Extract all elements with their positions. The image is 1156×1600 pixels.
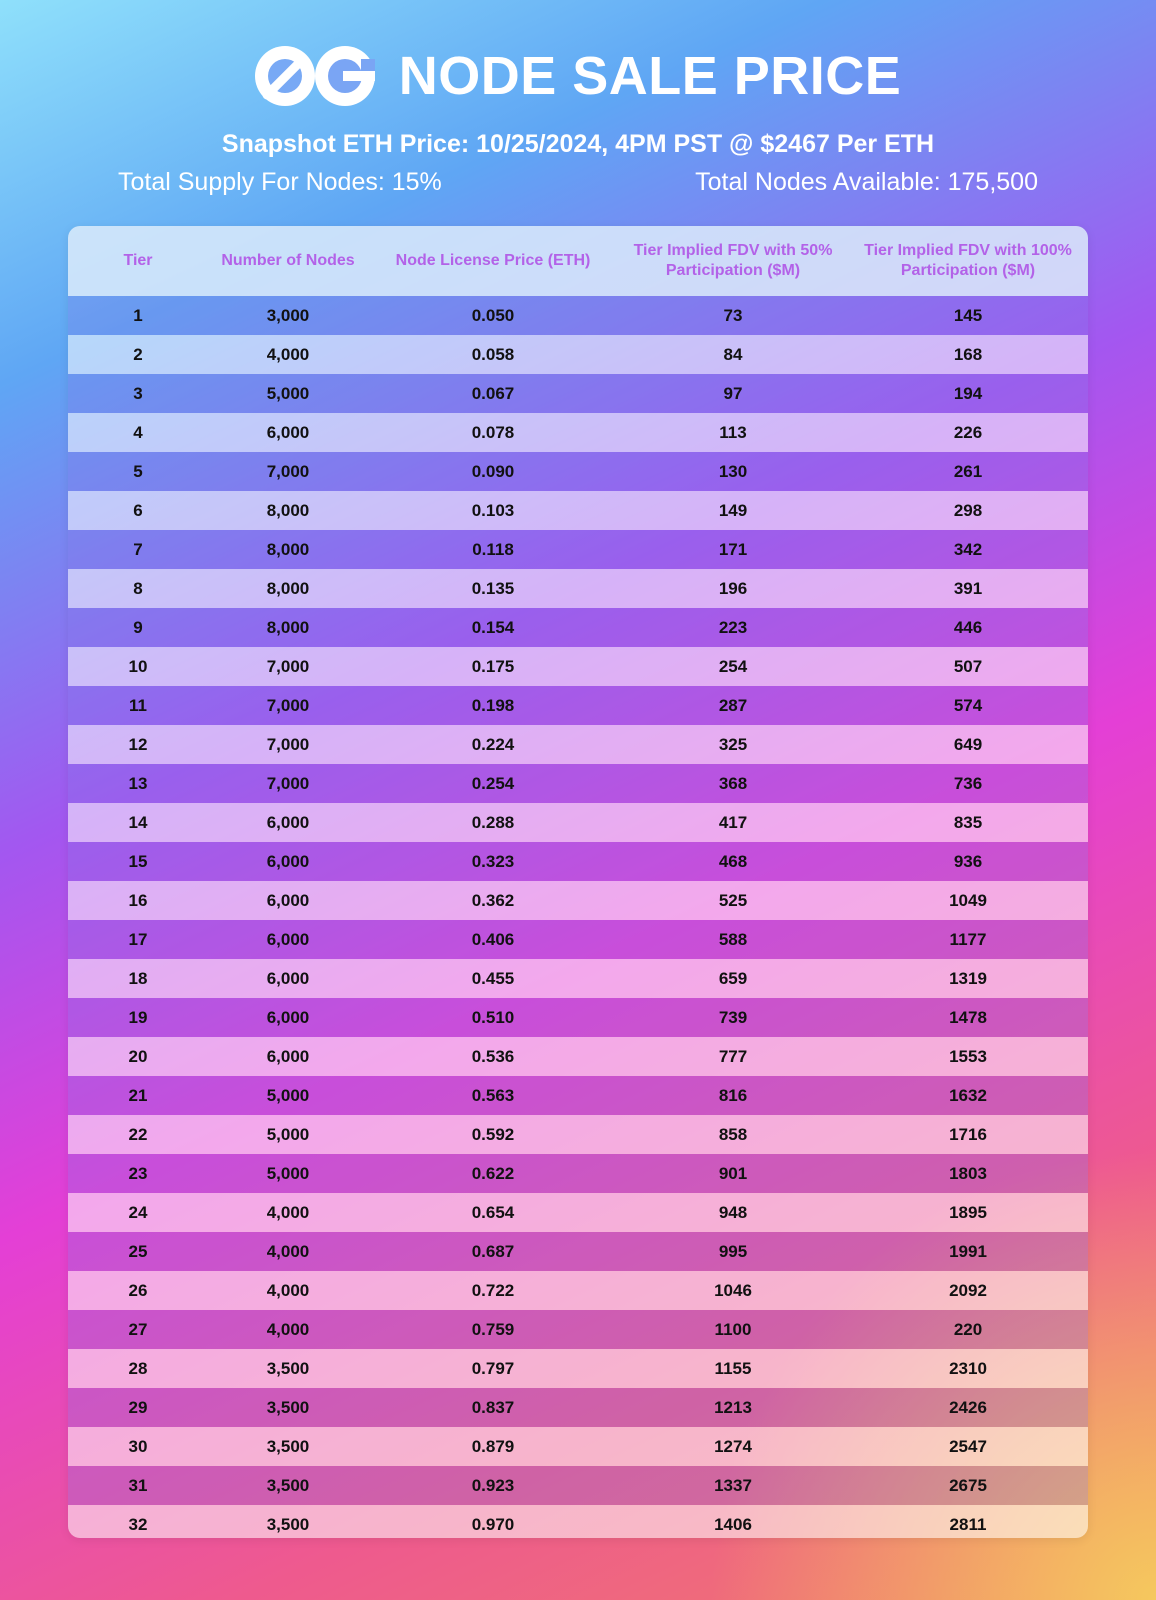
fdv-50-cell: 1046	[714, 1280, 752, 1300]
fdv-100-cell: 1803	[949, 1163, 987, 1183]
nodes-cell: 6,000	[266, 851, 310, 871]
fdv-100-cell: 2675	[949, 1475, 987, 1495]
nodes-cell: 5,000	[266, 383, 310, 403]
table-row	[68, 764, 1088, 803]
price-cell: 0.323	[471, 851, 515, 871]
nodes-cell: 4,000	[266, 1280, 310, 1300]
table-row	[68, 920, 1088, 959]
price-cell: 0.455	[471, 968, 515, 988]
price-cell: 0.362	[471, 890, 515, 910]
tier-cell: 4	[133, 422, 143, 442]
fdv-50-cell: 171	[718, 539, 748, 559]
nodes-cell: 8,000	[266, 500, 310, 520]
tier-cell: 26	[128, 1280, 148, 1300]
nodes-cell: 5,000	[266, 1085, 310, 1105]
fdv-100-cell: 2310	[949, 1358, 987, 1378]
fdv-100-cell: 1632	[949, 1085, 987, 1105]
price-cell: 0.759	[471, 1319, 515, 1339]
tier-cell: 3	[133, 383, 143, 403]
fdv-100-cell: 2811	[949, 1514, 987, 1534]
nodes-cell: 3,500	[266, 1436, 310, 1456]
price-cell: 0.050	[471, 305, 515, 325]
price-cell: 0.078	[471, 422, 515, 442]
fdv-50-cell: 417	[718, 812, 748, 832]
0g-logo	[255, 45, 375, 107]
price-cell: 0.135	[471, 578, 515, 598]
tier-cell: 15	[128, 851, 148, 871]
tier-cell: 8	[133, 578, 143, 598]
price-cell: 0.224	[471, 734, 515, 754]
nodes-cell: 3,500	[266, 1397, 310, 1417]
header-license-price: Node License Price (ETH)	[395, 252, 591, 269]
tier-cell: 31	[128, 1475, 148, 1495]
fdv-100-cell: 649	[953, 734, 983, 754]
table-row	[68, 1349, 1088, 1388]
price-cell: 0.406	[471, 929, 515, 949]
fdv-100-cell: 1049	[949, 890, 987, 910]
fdv-50-cell: 1100	[714, 1319, 752, 1339]
tier-cell: 23	[128, 1163, 148, 1183]
nodes-cell: 5,000	[266, 1124, 310, 1144]
nodes-cell: 3,500	[266, 1358, 310, 1378]
tier-cell: 7	[133, 539, 143, 559]
nodes-cell: 8,000	[266, 539, 310, 559]
tier-cell: 16	[128, 890, 148, 910]
tier-cell: 29	[128, 1397, 148, 1417]
tier-cell: 10	[128, 656, 148, 676]
fdv-50-cell: 368	[718, 773, 748, 793]
price-table	[68, 226, 1088, 1538]
table-row	[68, 998, 1088, 1037]
table-row	[68, 491, 1088, 530]
price-cell: 0.536	[471, 1046, 515, 1066]
fdv-50-cell: 1337	[714, 1475, 752, 1495]
nodes-cell: 6,000	[266, 929, 310, 949]
table-row	[68, 1232, 1088, 1271]
table-row	[68, 1154, 1088, 1193]
fdv-50-cell: 901	[718, 1163, 748, 1183]
fdv-100-cell: 1177	[949, 929, 987, 949]
tier-cell: 13	[128, 773, 148, 793]
fdv-50-cell: 816	[718, 1085, 748, 1105]
table-row	[68, 842, 1088, 881]
price-cell: 0.118	[472, 539, 514, 559]
fdv-50-cell: 1406	[714, 1514, 752, 1534]
fdv-100-cell: 736	[953, 773, 983, 793]
table-row	[68, 1193, 1088, 1232]
nodes-cell: 6,000	[266, 1046, 310, 1066]
tier-cell: 21	[128, 1085, 148, 1105]
table-row	[68, 686, 1088, 725]
fdv-100-cell: 298	[953, 500, 983, 520]
fdv-100-cell: 168	[953, 344, 983, 364]
table-row	[68, 725, 1088, 764]
nodes-cell: 4,000	[266, 1241, 310, 1261]
fdv-50-cell: 858	[718, 1124, 748, 1144]
total-nodes-text: Total Nodes Available: 175,500	[695, 168, 1038, 196]
nodes-cell: 3,500	[266, 1514, 310, 1534]
nodes-cell: 5,000	[266, 1163, 310, 1183]
table-row	[68, 803, 1088, 842]
price-cell: 0.622	[471, 1163, 515, 1183]
fdv-50-cell: 1155	[714, 1358, 752, 1378]
fdv-100-cell: 936	[953, 851, 983, 871]
fdv-100-cell: 1319	[949, 968, 987, 988]
tier-cell: 20	[128, 1046, 148, 1066]
table-row	[68, 1115, 1088, 1154]
fdv-50-cell: 196	[718, 578, 748, 598]
tier-cell: 18	[128, 968, 148, 988]
fdv-100-cell: 835	[953, 812, 983, 832]
table-row	[68, 647, 1088, 686]
fdv-50-cell: 777	[718, 1046, 748, 1066]
fdv-50-cell: 659	[718, 968, 748, 988]
nodes-cell: 4,000	[266, 1319, 310, 1339]
price-cell: 0.510	[471, 1007, 515, 1027]
header-fdv-50: Tier Implied FDV with 50% Participation ($M)	[633, 242, 833, 279]
fdv-50-cell: 468	[718, 851, 748, 871]
price-cell: 0.837	[471, 1397, 515, 1417]
nodes-cell: 8,000	[266, 578, 310, 598]
price-cell: 0.288	[471, 812, 515, 832]
fdv-50-cell: 254	[718, 656, 748, 676]
fdv-100-cell: 194	[953, 383, 983, 403]
price-cell: 0.592	[471, 1124, 515, 1144]
fdv-50-cell: 287	[718, 695, 748, 715]
price-cell: 0.254	[471, 773, 515, 793]
nodes-cell: 7,000	[266, 656, 310, 676]
page-title: NODE SALE PRICE	[398, 46, 902, 106]
price-cell: 0.067	[471, 383, 515, 403]
table-row	[68, 1505, 1088, 1538]
table-row	[68, 608, 1088, 647]
tier-cell: 19	[128, 1007, 148, 1027]
nodes-cell: 3,000	[266, 305, 310, 325]
tier-cell: 24	[128, 1202, 148, 1222]
header	[0, 40, 1156, 159]
tier-cell: 25	[128, 1241, 148, 1261]
table-header-row	[68, 226, 1088, 296]
fdv-100-cell: 2092	[949, 1280, 987, 1300]
tier-cell: 17	[128, 929, 148, 949]
table-row	[68, 1388, 1088, 1427]
tier-cell: 12	[128, 734, 148, 754]
fdv-100-cell: 342	[953, 539, 983, 559]
tier-cell: 22	[128, 1124, 148, 1144]
nodes-cell: 7,000	[266, 734, 310, 754]
table-row	[68, 296, 1088, 335]
table-row	[68, 335, 1088, 374]
price-cell: 0.058	[471, 344, 515, 364]
nodes-cell: 4,000	[266, 344, 310, 364]
fdv-50-cell: 588	[718, 929, 748, 949]
header-fdv-100: Tier Implied FDV with 100% Participation ($M)	[864, 242, 1072, 279]
nodes-cell: 6,000	[266, 1007, 310, 1027]
price-cell: 0.563	[471, 1085, 515, 1105]
nodes-cell: 6,000	[266, 968, 310, 988]
fdv-50-cell: 73	[723, 305, 743, 325]
nodes-cell: 7,000	[266, 773, 310, 793]
tier-cell: 5	[133, 461, 143, 481]
header-tier: Tier	[123, 252, 153, 269]
table-row	[68, 1271, 1088, 1310]
tier-cell: 6	[133, 500, 143, 520]
fdv-100-cell: 2426	[949, 1397, 987, 1417]
fdv-50-cell: 84	[723, 344, 743, 364]
fdv-100-cell: 1991	[949, 1241, 987, 1261]
price-cell: 0.175	[471, 656, 515, 676]
price-cell: 0.879	[471, 1436, 515, 1456]
table-body	[68, 296, 1088, 1538]
price-cell: 0.654	[471, 1202, 515, 1222]
fdv-100-cell: 574	[953, 695, 983, 715]
table-row	[68, 1466, 1088, 1505]
fdv-100-cell: 226	[953, 422, 983, 442]
price-cell: 0.687	[471, 1241, 515, 1261]
fdv-50-cell: 739	[718, 1007, 748, 1027]
nodes-cell: 7,000	[266, 461, 310, 481]
table-row	[68, 1076, 1088, 1115]
snapshot-subtitle: Snapshot ETH Price: 10/25/2024, 4PM PST @ $2467 Per ETH	[221, 130, 935, 158]
price-cell: 0.970	[471, 1514, 515, 1534]
fdv-100-cell: 2547	[949, 1436, 987, 1456]
fdv-50-cell: 1274	[714, 1436, 752, 1456]
tier-cell: 9	[133, 617, 143, 637]
fdv-50-cell: 113	[719, 422, 747, 442]
fdv-50-cell: 948	[718, 1202, 748, 1222]
fdv-100-cell: 1716	[949, 1124, 987, 1144]
table-row	[68, 569, 1088, 608]
header-number-of-nodes: Number of Nodes	[221, 252, 355, 269]
price-table-container	[68, 226, 1088, 1538]
nodes-cell: 6,000	[266, 422, 310, 442]
fdv-100-cell: 145	[953, 305, 983, 325]
nodes-cell: 6,000	[266, 890, 310, 910]
tier-cell: 27	[128, 1319, 148, 1339]
table-row	[68, 374, 1088, 413]
fdv-100-cell: 1478	[949, 1007, 987, 1027]
table-row	[68, 1427, 1088, 1466]
table-row	[68, 452, 1088, 491]
tier-cell: 14	[128, 812, 148, 832]
meta-row	[0, 168, 1156, 204]
tier-cell: 11	[129, 695, 147, 715]
fdv-50-cell: 97	[723, 383, 743, 403]
tier-cell: 30	[128, 1436, 148, 1456]
fdv-50-cell: 325	[718, 734, 748, 754]
nodes-cell: 6,000	[266, 812, 310, 832]
table-row	[68, 530, 1088, 569]
table-row	[68, 959, 1088, 998]
tier-cell: 28	[128, 1358, 148, 1378]
price-cell: 0.722	[471, 1280, 515, 1300]
tier-cell: 32	[128, 1514, 148, 1534]
nodes-cell: 7,000	[266, 695, 310, 715]
fdv-50-cell: 130	[718, 461, 748, 481]
nodes-cell: 4,000	[266, 1202, 310, 1222]
fdv-100-cell: 391	[953, 578, 983, 598]
price-cell: 0.103	[471, 500, 515, 520]
tier-cell: 2	[133, 344, 143, 364]
table-row	[68, 881, 1088, 920]
price-cell: 0.797	[471, 1358, 515, 1378]
title-row	[0, 40, 1156, 112]
price-cell: 0.923	[471, 1475, 515, 1495]
fdv-50-cell: 223	[718, 617, 748, 637]
table-row	[68, 1310, 1088, 1349]
price-cell: 0.198	[471, 695, 515, 715]
table-row	[68, 1037, 1088, 1076]
table-row	[68, 413, 1088, 452]
fdv-50-cell: 1213	[714, 1397, 752, 1417]
fdv-100-cell: 220	[953, 1319, 983, 1339]
price-cell: 0.090	[471, 461, 515, 481]
0g-logo-icon	[255, 45, 375, 107]
fdv-100-cell: 1553	[949, 1046, 987, 1066]
tier-cell: 1	[133, 305, 143, 325]
total-supply-text: Total Supply For Nodes: 15%	[118, 168, 442, 196]
price-cell: 0.154	[471, 617, 515, 637]
fdv-100-cell: 1895	[949, 1202, 987, 1222]
fdv-100-cell: 507	[953, 656, 983, 676]
nodes-cell: 3,500	[266, 1475, 310, 1495]
fdv-50-cell: 995	[718, 1241, 748, 1261]
fdv-100-cell: 261	[953, 461, 983, 481]
fdv-50-cell: 149	[718, 500, 748, 520]
fdv-50-cell: 525	[718, 890, 748, 910]
fdv-100-cell: 446	[953, 617, 983, 637]
nodes-cell: 8,000	[266, 617, 310, 637]
